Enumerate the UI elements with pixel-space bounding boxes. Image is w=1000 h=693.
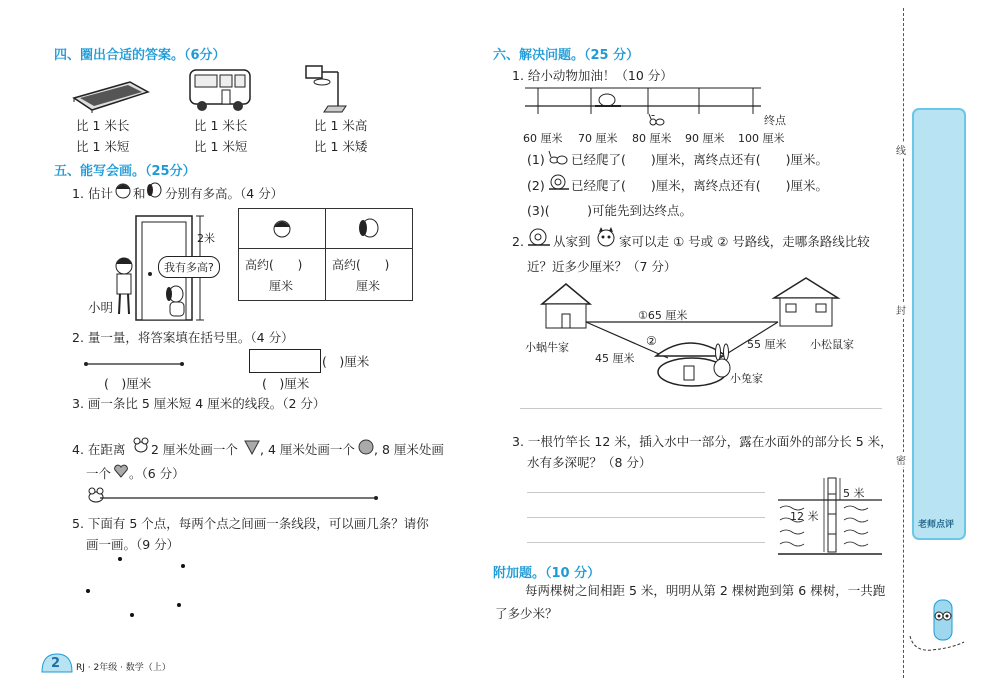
- opt-keyboard-short[interactable]: 比 1 米短: [76, 139, 130, 154]
- q4-part2: 2 厘米处画一个: [151, 442, 238, 457]
- route-1-label: ①65 厘米: [638, 309, 688, 322]
- binding-mark-mi: 密: [896, 452, 906, 467]
- basketball-hoop-icon: [302, 64, 348, 114]
- r-q3-line2: 水有多深呢？（8 分）: [527, 455, 652, 470]
- bonus-line1: 每两棵树之间相距 5 米，明明从第 2 棵树跑到第 6 棵树，一共跑: [525, 583, 886, 598]
- distance-55: 55 厘米: [747, 338, 787, 351]
- r-q1-title: 1. 给小动物加油！（10 分）: [512, 68, 673, 83]
- r-q3-line1: 3. 一根竹竿长 12 米，插入水中一部分，露在水面外的部分长 5 米，: [512, 434, 893, 449]
- above-water-length: 5 米: [843, 487, 865, 500]
- r-q1-s1-text: 已经爬了( )厘米，离终点还有( )厘米。: [571, 152, 829, 167]
- answer-line[interactable]: [527, 517, 765, 518]
- point-4[interactable]: [177, 603, 181, 607]
- teacher-comment-label: 老师点评: [918, 520, 955, 530]
- distance-45: 45 厘米: [595, 352, 635, 365]
- bonus-title: 附加题。（10 分）: [493, 566, 601, 581]
- snail-icon: [547, 172, 571, 192]
- opt-hoop-tall[interactable]: 比 1 米高: [314, 118, 368, 133]
- q1-text-b: 和: [133, 186, 146, 201]
- r-q2-num: 2.: [512, 234, 524, 249]
- boy-head-icon: [271, 214, 293, 240]
- height-table: [238, 208, 413, 301]
- ant-icon: [648, 112, 668, 128]
- q1-text-a: 1. 估计: [72, 186, 113, 201]
- mouse-icon: [132, 436, 150, 454]
- section-5-title: 五、能写会画。（25分）: [54, 164, 196, 179]
- circle-icon: [358, 439, 374, 455]
- heart-icon: [113, 463, 129, 479]
- race-track: [525, 84, 765, 116]
- table-dog-cell: [326, 209, 413, 249]
- dog-height-cell[interactable]: [326, 249, 413, 301]
- r-q2-text-c: 家可以走 ① 号或 ② 号路线，走哪条路线比较: [619, 234, 870, 249]
- opt-hoop-short[interactable]: 比 1 米矮: [314, 139, 368, 154]
- tick-80: 80 厘米: [632, 132, 672, 145]
- q2-answer-1[interactable]: ( )厘米: [104, 376, 152, 391]
- triangle-icon: [244, 439, 260, 455]
- door-height-label: 2米: [197, 232, 215, 245]
- q4-part3: , 4 厘米处画一个: [260, 442, 355, 457]
- binding-mark-xian: 线: [896, 142, 906, 157]
- binding-mark-feng: 封: [896, 302, 906, 317]
- bonus-line2: 了多少米？: [495, 606, 558, 621]
- q5-line1: 5. 下面有 5 个点，每两个点之间画一条线段，可以画几条？请你: [72, 516, 429, 531]
- boy-name: 小明: [88, 300, 114, 315]
- finish-label: 终点: [764, 114, 786, 127]
- snail-home-label: 小蜗牛家: [525, 341, 569, 354]
- dog-height-answer: 高约( ): [332, 257, 390, 272]
- keyboard-icon: [70, 78, 150, 114]
- bus-icon: [186, 66, 254, 112]
- total-length: 12 米: [790, 510, 819, 523]
- q4-part5: 一个: [86, 466, 112, 481]
- answer-line[interactable]: [527, 542, 765, 543]
- boy-height-answer: 高约( ): [245, 257, 303, 272]
- q4-part6: 。（6 分）: [129, 466, 185, 481]
- answer-line[interactable]: [527, 492, 765, 493]
- route-2-label: ②: [646, 334, 657, 348]
- opt-bus-long[interactable]: 比 1 米长: [194, 118, 248, 133]
- snail-icon: [526, 226, 552, 248]
- r-q1-s1-num: (1): [527, 152, 545, 167]
- section-6-title: 六、解决问题。（25 分）: [493, 48, 640, 63]
- opt-keyboard-long[interactable]: 比 1 米长: [76, 118, 130, 133]
- tick-70: 70 厘米: [578, 132, 618, 145]
- q2-answer-2[interactable]: ( )厘米: [322, 354, 370, 369]
- footer-text: RJ · 2年级 · 数学（上）: [76, 663, 171, 673]
- binding-line: [903, 8, 904, 678]
- ant-icon: [547, 148, 571, 166]
- teacher-comment-panel[interactable]: [912, 108, 966, 540]
- point-5[interactable]: [130, 613, 134, 617]
- r-q1-s2-num: (2): [527, 178, 545, 193]
- table-boy-cell: [239, 209, 326, 249]
- r-q1-s2-text: 已经爬了( )厘米，离终点还有( )厘米。: [571, 178, 829, 193]
- speech-bubble: 我有多高?: [158, 256, 220, 278]
- q4-part1: 4. 在距离: [72, 442, 126, 457]
- measure-rectangle: [249, 349, 321, 373]
- q2-answer-3[interactable]: ( )厘米: [262, 376, 310, 391]
- point-2[interactable]: [181, 564, 185, 568]
- tick-60: 60 厘米: [523, 132, 563, 145]
- squirrel-icon: [594, 226, 618, 248]
- dog-height-unit: 厘米: [356, 278, 381, 293]
- point-3[interactable]: [86, 589, 90, 593]
- boy-height-cell[interactable]: [239, 249, 326, 301]
- opt-bus-short[interactable]: 比 1 米短: [194, 139, 248, 154]
- q1-text-c: 分别有多高。（4 分）: [165, 186, 284, 201]
- measure-line-segment: [84, 360, 184, 368]
- point-1[interactable]: [118, 557, 122, 561]
- rabbit-home-label: 小兔家: [730, 372, 763, 385]
- squirrel-home-label: 小松鼠家: [810, 338, 854, 351]
- dog-head-icon: [146, 180, 164, 200]
- mascot-icon: [908, 596, 970, 656]
- q3-text: 3. 画一条比 5 厘米短 4 厘米的线段。（2 分）: [72, 396, 326, 411]
- q5-line2: 画一画。（9 分）: [86, 537, 180, 552]
- tick-90: 90 厘米: [685, 132, 725, 145]
- r-q2-line2: 近？近多少厘米？（7 分）: [527, 259, 677, 274]
- q4-line: [100, 494, 380, 502]
- answer-line[interactable]: [520, 408, 882, 409]
- boy-height-unit: 厘米: [269, 278, 294, 293]
- q4-part4: , 8 厘米处画: [374, 442, 444, 457]
- r-q2-text-b: 从家到: [553, 234, 591, 249]
- section-4-title: 四、圈出合适的答案。（6分）: [54, 48, 226, 63]
- dog-head-icon: [356, 214, 382, 240]
- q2-text: 2. 量一量，将答案填在括号里。（4 分）: [72, 330, 294, 345]
- page-number: 2: [51, 656, 61, 671]
- tick-100: 100 厘米: [738, 132, 785, 145]
- boy-head-icon: [114, 180, 132, 200]
- r-q1-s3-text: (3)( )可能先到达终点。: [527, 203, 692, 218]
